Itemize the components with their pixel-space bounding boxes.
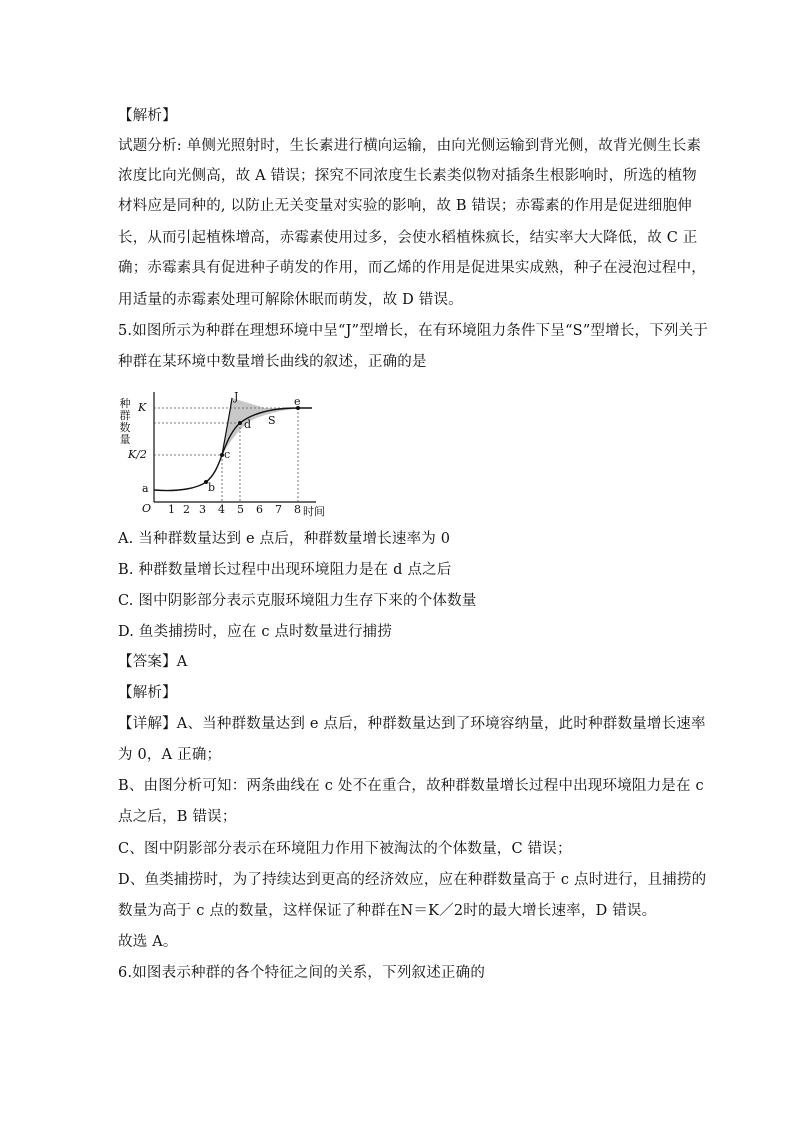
point-b-label: b xyxy=(208,481,216,494)
point-a-label: a xyxy=(142,482,149,495)
question5-stem-line-2: 种群在某环境中数量增长曲线的叙述，正确的是 xyxy=(118,354,427,370)
question6-stem: 6.如图表示种群的各个特征之间的关系，下列叙述正确的 xyxy=(118,965,486,981)
growth-chart-svg xyxy=(140,392,330,520)
detail-line-6: D、鱼类捕捞时，为了持续达到更高的经济效应，应在种群数量高于 c 点时进行，且捕捞的 xyxy=(118,872,707,888)
analysis-heading: 【解析】 xyxy=(118,108,177,124)
detail-line-3: B、由图分析可知：两条曲线在 c 处不在重合，故种群数量增长过程中出现环境阻力是在 c xyxy=(118,778,704,794)
x-tick-5: 5 xyxy=(237,503,244,516)
x-tick-2: 2 xyxy=(183,503,190,516)
x-tick-4: 4 xyxy=(218,503,225,516)
curve-j-label: J xyxy=(234,390,239,403)
question5-stem-line-1: 5.如图所示为种群在理想环境中呈“J”型增长，在有环境阻力条件下呈“S”型增长，下列关于 xyxy=(118,323,709,339)
y-label-char-4-html: 量 xyxy=(119,433,131,446)
option-a: A. 当种群数量达到 e 点后，种群数量增长速率为 0 xyxy=(118,531,451,547)
point-d-dot xyxy=(238,421,242,425)
analysis-line-4: 长，从而引起植株增高，赤霉素使用过多，会使水稻植株疯长，结实率大大降低，故 C 正 xyxy=(118,230,698,246)
detail-line-7: 数量为高于 c 点的数量，这样保证了种群在N＝K／2时的最大增长速率，D 错误。 xyxy=(118,903,657,919)
detail-line-8: 故选 A。 xyxy=(118,934,178,950)
curve-s-label: S xyxy=(268,414,276,427)
point-c-label: c xyxy=(224,448,231,461)
x-tick-1: 1 xyxy=(168,503,175,516)
y-tick-k2: K/2 xyxy=(128,448,147,461)
option-c: C. 图中阴影部分表示克服环境阻力生存下来的个体数量 xyxy=(118,593,477,609)
analysis-line-3: 材料应是同种的, 以防止无关变量对实验的影响，故 B 错误；赤霉素的作用是促进细胞伸 xyxy=(118,198,692,214)
point-d-label: d xyxy=(244,418,252,431)
detail-line-4: 点之后，B 错误； xyxy=(118,809,237,825)
x-tick-7: 7 xyxy=(275,503,282,516)
x-tick-3: 3 xyxy=(199,503,206,516)
detail-line-5: C、图中阴影部分表示在环境阻力作用下被淘汰的个体数量，C 错误； xyxy=(118,841,572,857)
analysis-line-5: 确；赤霉素具有促进种子萌发的作用，而乙烯的作用是促进果实成熟，种子在浸泡过程中， xyxy=(118,260,706,276)
origin-label: O xyxy=(142,502,152,515)
population-growth-figure xyxy=(119,390,330,520)
x-tick-8: 8 xyxy=(294,503,301,516)
y-label-char-1-html: 种 xyxy=(119,397,131,410)
y-label-char-3-html: 数 xyxy=(119,421,131,434)
y-label-group xyxy=(118,398,132,446)
x-ticks xyxy=(140,503,330,517)
y-label-char-2-html: 群 xyxy=(119,409,131,422)
analysis-heading-2: 【解析】 xyxy=(118,685,177,701)
answer-line: 【答案】A xyxy=(118,654,188,670)
analysis-line-2: 浓度比向光侧高，故 A 错误；探究不同浓度生长素类似物对插条生根影响时，所选的植物 xyxy=(118,168,697,184)
point-e-label: e xyxy=(294,395,301,408)
detail-line-1: 【详解】A、当种群数量达到 e 点后，种群数量达到了环境容纳量，此时种群数量增长速率 xyxy=(118,716,706,732)
option-b: B. 种群数量增长过程中出现环境阻力是在 d 点之后 xyxy=(118,562,452,578)
option-d: D. 鱼类捕捞时，应在 c 点时数量进行捕捞 xyxy=(118,624,393,640)
x-tick-6: 6 xyxy=(256,503,263,516)
detail-line-2: 为 0，A 正确； xyxy=(118,747,222,763)
analysis-line-6: 用适量的赤霉素处理可解除休眠而萌发，故 D 错误。 xyxy=(118,292,463,308)
x-axis-label: 时间 xyxy=(303,505,325,518)
y-tick-k: K xyxy=(138,401,147,414)
analysis-line-1: 试题分析: 单侧光照射时，生长素进行横向运输，由向光侧运输到背光侧，故背光侧生长素 xyxy=(118,138,702,154)
